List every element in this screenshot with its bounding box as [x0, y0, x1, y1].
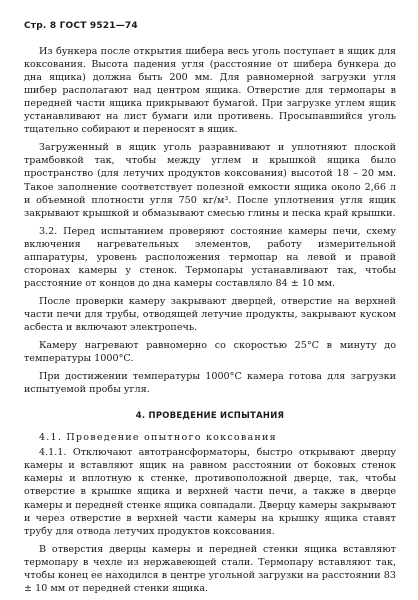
paragraph-close-door: После проверки камеру закрывают дверцей, отверстие на верхней части печи для трубы, отводящей летучие продукты, закрывают куском асбеста и включают электропечь. — [24, 295, 396, 333]
paragraph-chamber-check: 3.2. Перед испытанием проверяют состояние камеры печи, схему включения нагревательных элементов, работу измерительной аппаратуры, уровень расположения термопар на левой и правой сторонах камеры у стенок. Термопары устанавливают так, чтобы расстояние от концов до дна камеры составляло 84 ± 10 мм. — [24, 225, 396, 289]
paragraph-insert-box: 4.1.1. Отключают автотрансформаторы, быстро открывают дверцу камеры и вставляют ящик на равном расстоянии от боковых стенок камеры и вплотную к стенке, противоположной дверце, так, чтобы отверстие в крышке ящика и верхней части печи, а также в дверце камеры и передней стенке ящика совпадали. Дверцу камеры закрывают и через отверстие в верхней части камеры на крышку ящика ставят трубу для отвода летучих продуктов коксования. — [24, 447, 396, 537]
section-heading: 4. ПРОВЕДЕНИЕ ИСПЫТАНИЯ — [135, 410, 285, 421]
paragraph-chamber-ready: При достижении температуры 1000°C камера готова для загрузки испытуемой пробы угля. — [24, 371, 396, 396]
running-header: Стр. 8 ГОСТ 9521—74 — [24, 21, 138, 31]
paragraph-bunker-loading: Из бункера после открытия шибера весь уголь поступает в ящик для коксования. Высота падения угля (расстояние от шибера бункера до дна ящика) должна быть 200 мм. Для равномерной загрузки угля шибер располагают над центром ящика. Отверстие для термопары в передней части ящика прикрывают бумагой. При загрузке углем ящик устанавливают на лист бумаги или противень. Просыпавшийся уголь тщательно собирают и переносят в ящик. — [24, 46, 396, 136]
paragraph-heating-rate: Камеру нагревают равномерно со скоростью 25°C в минуту до температуры 1000°C. — [24, 340, 396, 365]
subsection-heading: 4.1. Проведение опытного коксования — [39, 432, 277, 444]
paragraph-thermocouple: В отверстия дверцы камеры и передней стенки ящика вставляют термопару в чехле из нержавеющей стали. Термопару вставляют так, чтобы конец ее находился в центре угольной загрузки на расстоянии 83 ± 10 мм от передней стенки ящика. — [24, 543, 396, 594]
paragraph-coal-compaction: Загруженный в ящик уголь разравнивают и уплотняют плоской трамбовкой так, чтобы между углем и крышкой ящика было пространство (для летучих продуктов коксования) высотой 18 – 20 мм. Такое заполнение соответствует полезной емкости ящика около 2,66 л и объемной плотности угля 750 кг/м³. После уплотнения угля ящик закрывают крышкой и обмазывают смесью глины и песка край крышки. — [24, 142, 396, 219]
